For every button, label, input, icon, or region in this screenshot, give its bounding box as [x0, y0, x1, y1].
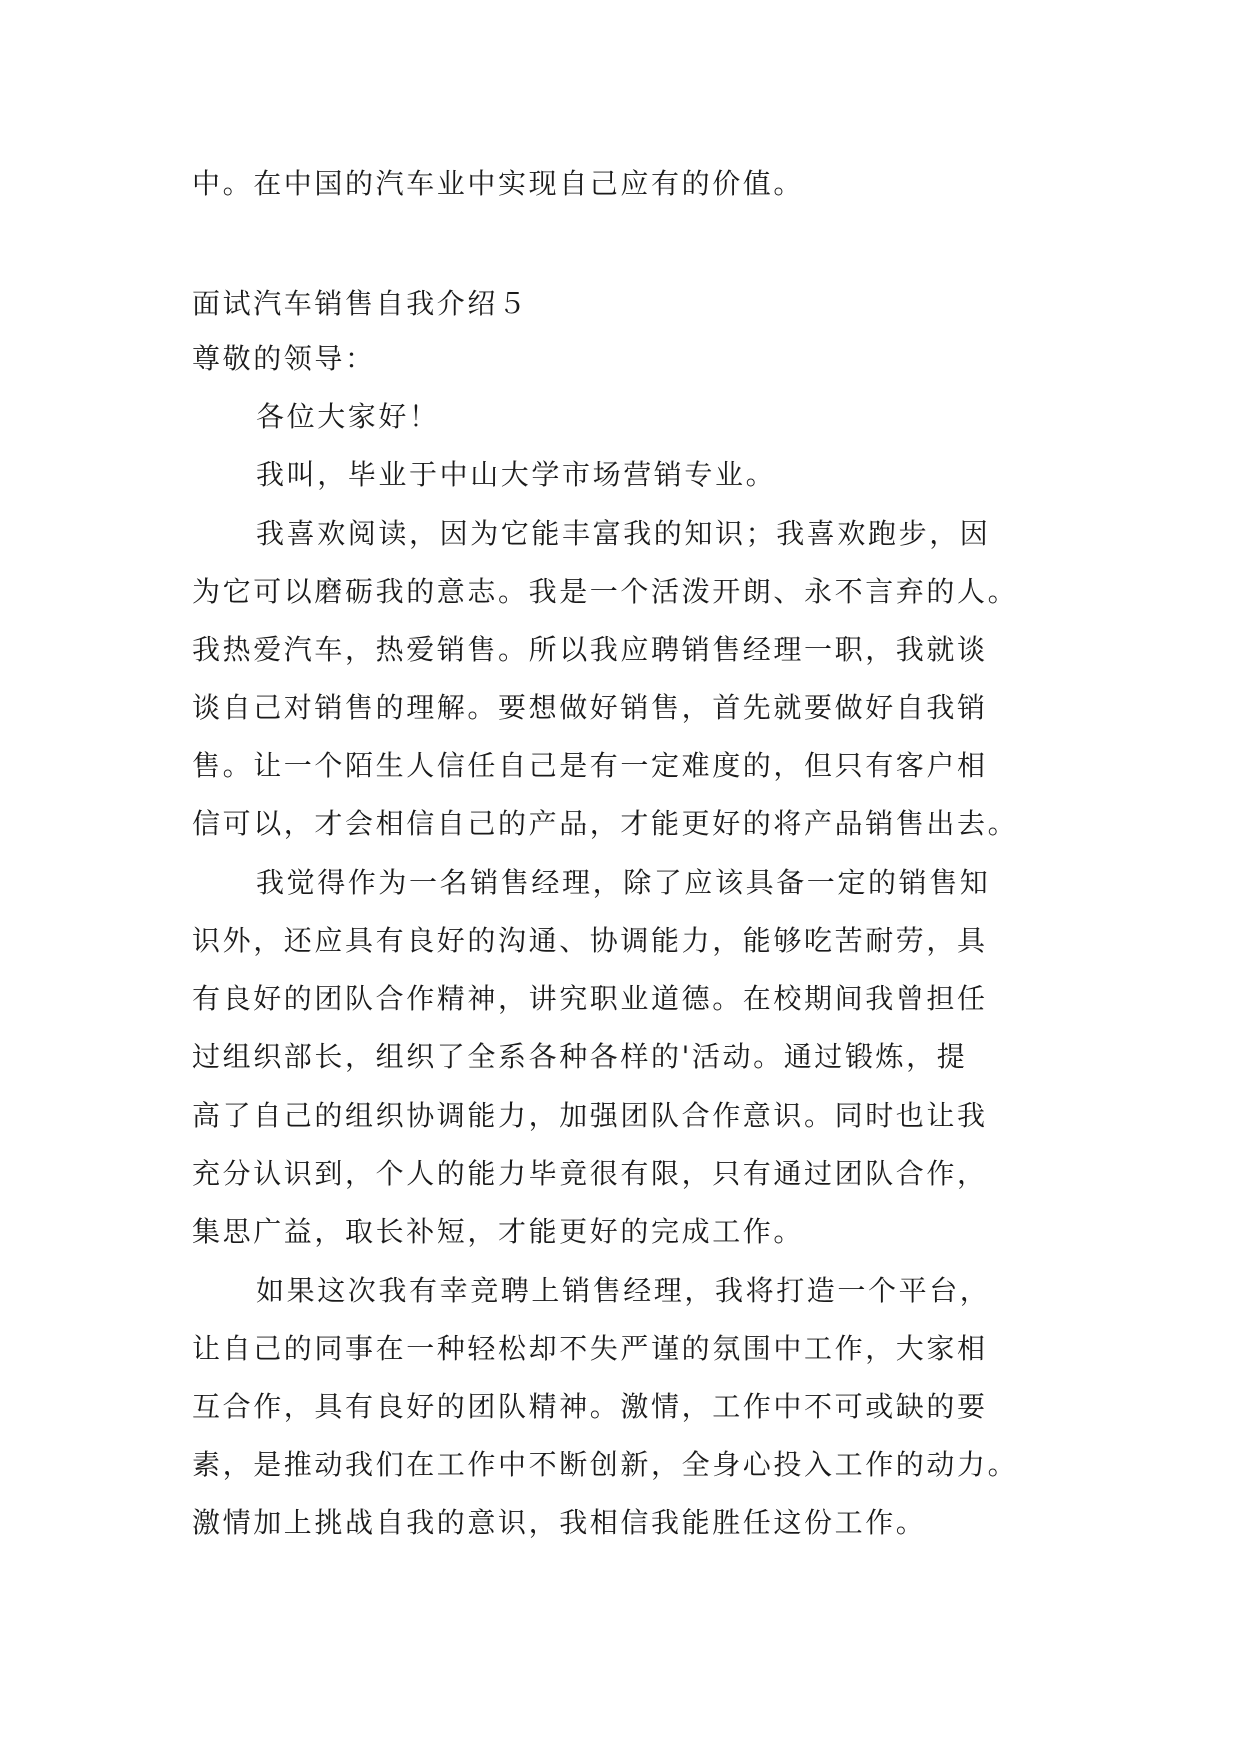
paragraph3-line: 让自己的同事在一种轻松却不失严谨的氛围中工作，大家相	[192, 1332, 988, 1365]
paragraph1-line: 我喜欢阅读，因为它能丰富我的知识；我喜欢跑步，因	[256, 517, 991, 550]
salutation: 尊敬的领导：	[192, 342, 376, 375]
paragraph2-line: 集思广益，取长补短，才能更好的完成工作。	[192, 1215, 805, 1248]
paragraph3-line: 素，是推动我们在工作中不断创新，全身心投入工作的动力。	[192, 1448, 1019, 1481]
paragraph1-line: 售。让一个陌生人信任自己是有一定难度的，但只有客户相	[192, 749, 988, 782]
continuation-line: 中。在中国的汽车业中实现自己应有的价值。	[192, 167, 805, 200]
paragraph2-line: 有良好的团队合作精神，讲究职业道德。在校期间我曾担任	[192, 982, 988, 1015]
paragraph2-line: 我觉得作为一名销售经理，除了应该具备一定的销售知	[256, 866, 991, 899]
paragraph1-line: 为它可以磨砺我的意志。我是一个活泼开朗、永不言弃的人。	[192, 575, 1019, 608]
section-title: 面试汽车销售自我介绍５	[192, 287, 529, 320]
paragraph3-line: 如果这次我有幸竞聘上销售经理，我将打造一个平台，	[256, 1274, 991, 1307]
paragraph1-line: 谈自己对销售的理解。要想做好销售，首先就要做好自我销	[192, 691, 988, 724]
intro-line: 我叫，毕业于中山大学市场营销专业。	[256, 458, 777, 491]
paragraph1-line: 信可以，才会相信自己的产品，才能更好的将产品销售出去。	[192, 807, 1019, 840]
paragraph2-line: 高了自己的组织协调能力，加强团队合作意识。同时也让我	[192, 1099, 988, 1132]
paragraph2-line: 过组织部长，组织了全系各种各样的'活动。通过锻炼，提	[192, 1040, 968, 1073]
paragraph2-line: 识外，还应具有良好的沟通、协调能力，能够吃苦耐劳，具	[192, 924, 988, 957]
greeting: 各位大家好！	[256, 400, 440, 433]
paragraph1-line: 我热爱汽车，热爱销售。所以我应聘销售经理一职，我就谈	[192, 633, 988, 666]
paragraph2-line: 充分认识到，个人的能力毕竟很有限，只有通过团队合作，	[192, 1157, 988, 1190]
paragraph3-line: 激情加上挑战自我的意识，我相信我能胜任这份工作。	[192, 1506, 927, 1539]
paragraph3-line: 互合作，具有良好的团队精神。激情，工作中不可或缺的要	[192, 1390, 988, 1423]
